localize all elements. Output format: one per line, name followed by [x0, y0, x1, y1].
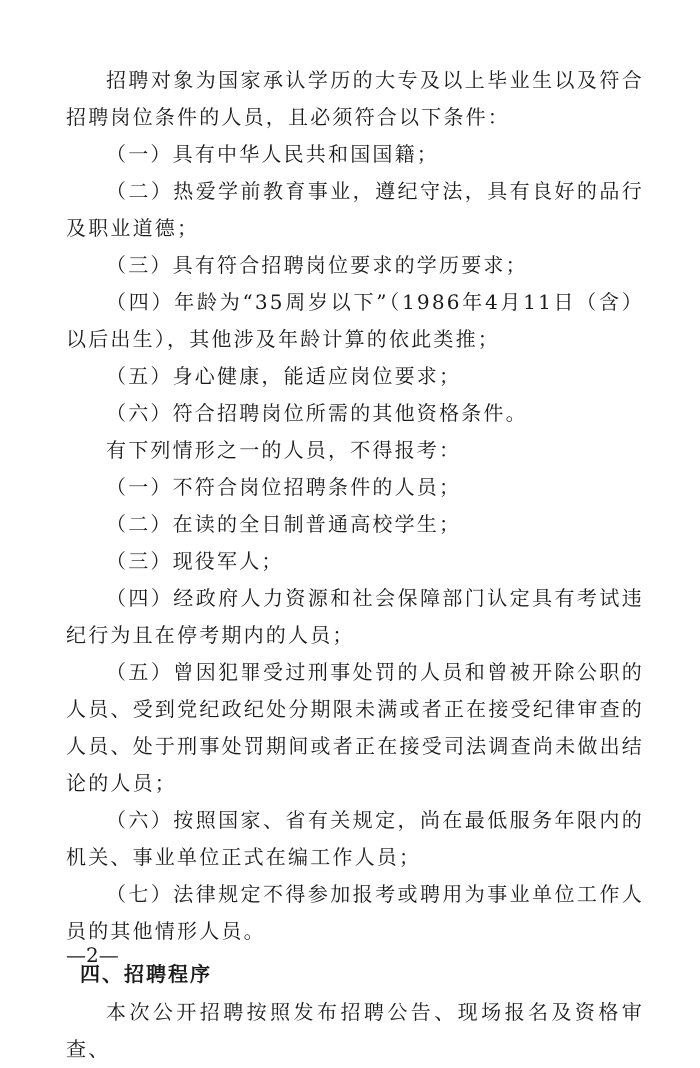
exclusion-item-4: （四）经政府人力资源和社会保障部门认定具有考试违纪行为且在停考期内的人员； — [66, 586, 644, 647]
exclusion-item-7: （七）法律规定不得参加报考或聘用为事业单位工作人员的其他情形人员。 — [66, 882, 644, 943]
condition-item-5: （五）身心健康，能适应岗位要求； — [106, 364, 462, 388]
condition-item-2: （二）热爱学前教育事业，遵纪守法，具有良好的品行及职业道德； — [66, 179, 644, 240]
intro-paragraph: 招聘对象为国家承认学历的大专及以上毕业生以及符合招聘岗位条件的人员，且必须符合以下条件： — [66, 68, 644, 129]
section-intro: 本次公开招聘按照发布招聘公告、现场报名及资格审查、 — [66, 1000, 644, 1061]
exclusion-item-5: （五）曾因犯罪受过刑事处罚的人员和曾被开除公职的人员、受到党纪政纪处分期限未满或者正在接受纪律审查的人员、处于刑事处罚期间或者正在接受司法调查尚未做出结论的人员； — [66, 660, 644, 795]
exclusion-item-1: （一）不符合岗位招聘条件的人员； — [106, 475, 462, 499]
condition-item-1: （一）具有中华人民共和国国籍； — [106, 142, 439, 166]
exclusion-item-2: （二）在读的全日制普通高校学生； — [106, 512, 462, 536]
section-heading: 四、招聘程序 — [80, 962, 212, 986]
condition-item-3: （三）具有符合招聘岗位要求的学历要求； — [106, 253, 528, 277]
exclusion-item-3: （三）现役军人； — [106, 549, 284, 573]
exclusion-item-6: （六）按照国家、省有关规定，尚在最低服务年限内的机关、事业单位正式在编工作人员； — [66, 808, 644, 869]
page-number: —2— — [66, 943, 119, 967]
condition-item-4: （四）年龄为“35周岁以下”（1986年4月11日（含）以后出生），其他涉及年龄计算的依此类推； — [66, 290, 644, 351]
condition-item-6: （六）符合招聘岗位所需的其他资格条件。 — [106, 401, 528, 425]
document-body — [66, 62, 644, 1068]
exclusion-intro: 有下列情形之一的人员，不得报考： — [106, 438, 462, 462]
